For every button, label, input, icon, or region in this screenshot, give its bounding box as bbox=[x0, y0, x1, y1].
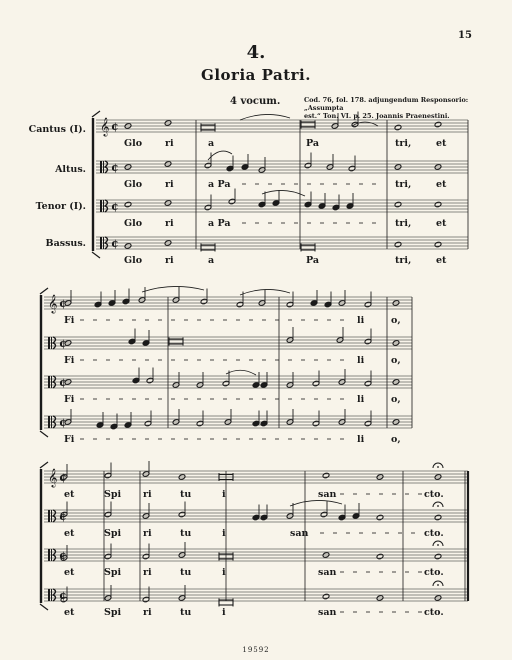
c-clef bbox=[51, 337, 52, 349]
c-clef bbox=[103, 237, 104, 249]
lyric-syllable: o, bbox=[391, 434, 401, 445]
lyric-syllable: i bbox=[222, 489, 226, 500]
time-signature: ¢ bbox=[59, 416, 67, 429]
c-clef bbox=[100, 161, 102, 173]
lyric-syllable: li bbox=[357, 315, 365, 326]
whole-note bbox=[434, 553, 442, 559]
lyric-syllable: i bbox=[222, 607, 226, 618]
lyric-syllable: tri, bbox=[395, 218, 412, 229]
lyric-syllable: o, bbox=[391, 355, 401, 366]
fermata-dot bbox=[437, 466, 439, 468]
time-signature: ¢ bbox=[59, 549, 67, 562]
time-signature: ¢ bbox=[59, 376, 67, 389]
lyric-syllable: san bbox=[318, 489, 337, 500]
lyric-syllable: a bbox=[208, 138, 215, 149]
lyric-syllable: et bbox=[436, 179, 447, 190]
lyric-syllable: o, bbox=[391, 394, 401, 405]
piece-number: 4. bbox=[246, 42, 266, 63]
lyric-syllable: Fi bbox=[64, 355, 75, 366]
lyric-syllable: ri bbox=[143, 607, 152, 618]
voice-name-tenor: Tenor (I). bbox=[35, 201, 86, 212]
plate-number: 19592 bbox=[242, 646, 270, 654]
lyric-syllable: Spi bbox=[104, 607, 122, 618]
source-note-line: Cod. 76, fol. 178. adjungendum Responsorio: „Assumpta bbox=[304, 96, 469, 112]
lyric-syllable: Glo bbox=[124, 255, 143, 266]
bracket-hook bbox=[40, 604, 48, 610]
lyric-syllable: tu bbox=[180, 489, 192, 500]
c-clef bbox=[103, 161, 104, 173]
whole-note bbox=[394, 124, 402, 130]
voice-name-bassus: Bassus. bbox=[45, 238, 86, 249]
c-clef bbox=[51, 549, 52, 561]
slur bbox=[208, 151, 232, 160]
time-signature: ¢ bbox=[59, 297, 67, 310]
lyric-syllable: tu bbox=[180, 567, 192, 578]
c-clef bbox=[48, 376, 50, 388]
whole-note bbox=[434, 121, 442, 127]
whole-note bbox=[434, 241, 442, 247]
piece-title: Gloria Patri. bbox=[201, 66, 311, 84]
whole-note bbox=[322, 472, 330, 478]
c-clef bbox=[100, 200, 102, 212]
lyric-syllable: ri bbox=[165, 138, 174, 149]
lyric-syllable: Spi bbox=[104, 528, 122, 539]
treble-clef: 𝄞 bbox=[48, 468, 58, 487]
lyric-syllable: Fi bbox=[64, 394, 75, 405]
lyric-syllable: Glo bbox=[124, 179, 143, 190]
whole-note bbox=[434, 514, 442, 520]
lyric-syllable: san bbox=[290, 528, 309, 539]
c-clef bbox=[48, 416, 50, 428]
c-clef bbox=[51, 376, 52, 388]
lyric-syllable: et bbox=[436, 255, 447, 266]
c-clef bbox=[48, 549, 50, 561]
lyric-syllable: et bbox=[436, 218, 447, 229]
time-signature: ¢ bbox=[59, 510, 67, 523]
lyric-syllable: Pa bbox=[306, 138, 320, 149]
lyric-syllable: Pa bbox=[306, 255, 320, 266]
bracket-hook bbox=[40, 462, 48, 468]
c-clef bbox=[48, 337, 50, 349]
lyric-syllable: o, bbox=[391, 315, 401, 326]
time-signature: ¢ bbox=[111, 200, 119, 213]
lyric-syllable: tri, bbox=[395, 138, 412, 149]
lyric-syllable: et bbox=[64, 528, 75, 539]
treble-clef: 𝄞 bbox=[48, 294, 58, 313]
lyric-syllable: Glo bbox=[124, 218, 143, 229]
slur bbox=[290, 500, 342, 506]
lyric-syllable: tri, bbox=[395, 255, 412, 266]
c-clef bbox=[51, 510, 52, 522]
fermata-dot bbox=[437, 584, 439, 586]
lyric-syllable: Spi bbox=[104, 567, 122, 578]
lyric-syllable: san bbox=[318, 607, 337, 618]
lyric-syllable: cto. bbox=[424, 528, 444, 539]
lyric-syllable: li bbox=[357, 355, 365, 366]
time-signature: ¢ bbox=[59, 589, 67, 602]
bracket-hook bbox=[92, 252, 100, 258]
fermata-dot bbox=[437, 544, 439, 546]
slur bbox=[240, 114, 290, 120]
lyric-syllable: ri bbox=[165, 218, 174, 229]
time-signature: ¢ bbox=[111, 120, 119, 133]
lyric-syllable: a bbox=[208, 255, 215, 266]
lyric-syllable: ri bbox=[143, 528, 152, 539]
c-clef bbox=[51, 416, 52, 428]
lyric-syllable: Fi bbox=[64, 315, 75, 326]
lyric-syllable: i bbox=[222, 567, 226, 578]
treble-clef: 𝄞 bbox=[100, 117, 110, 136]
slur bbox=[262, 190, 305, 196]
slur bbox=[226, 370, 256, 375]
lyric-syllable: a Pa bbox=[208, 218, 231, 229]
bracket-hook bbox=[92, 111, 100, 117]
lyric-syllable: san bbox=[318, 567, 337, 578]
time-signature: ¢ bbox=[111, 161, 119, 174]
lyric-syllable: cto. bbox=[424, 489, 444, 500]
lyric-syllable: Glo bbox=[124, 138, 143, 149]
whole-note bbox=[376, 553, 384, 559]
bracket-hook bbox=[40, 431, 48, 437]
c-clef bbox=[48, 510, 50, 522]
voice-name-cantus: Cantus (I). bbox=[28, 124, 86, 135]
time-signature: ¢ bbox=[59, 337, 67, 350]
lyric-syllable: li bbox=[357, 434, 365, 445]
lyric-syllable: li bbox=[357, 394, 365, 405]
time-signature: ¢ bbox=[111, 237, 119, 250]
lyric-syllable: et bbox=[64, 607, 75, 618]
lyric-syllable: tu bbox=[180, 528, 192, 539]
whole-note bbox=[394, 201, 402, 207]
lyric-syllable: ri bbox=[165, 179, 174, 190]
whole-note bbox=[322, 593, 330, 599]
lyric-syllable: tu bbox=[180, 607, 192, 618]
c-clef bbox=[48, 589, 50, 601]
c-clef bbox=[100, 237, 102, 249]
whole-note bbox=[434, 201, 442, 207]
voices-label: 4 vocum. bbox=[230, 96, 281, 107]
c-clef bbox=[103, 200, 104, 212]
slur bbox=[142, 286, 204, 292]
lyric-syllable: ri bbox=[143, 567, 152, 578]
lyric-syllable: i bbox=[222, 528, 226, 539]
whole-note bbox=[394, 241, 402, 247]
lyric-syllable: et bbox=[436, 138, 447, 149]
page-number: 15 bbox=[458, 30, 472, 41]
lyric-syllable: et bbox=[64, 567, 75, 578]
lyric-syllable: Spi bbox=[104, 489, 122, 500]
whole-note bbox=[376, 514, 384, 520]
lyric-syllable: cto. bbox=[424, 567, 444, 578]
lyric-syllable: tri, bbox=[395, 179, 412, 190]
source-note-line: est.“ Ton. VI. p. 25. Joannis Praenestini. bbox=[304, 112, 450, 120]
bracket-hook bbox=[40, 288, 48, 294]
lyric-syllable: ri bbox=[165, 255, 174, 266]
lyric-syllable: et bbox=[64, 489, 75, 500]
voice-name-altus: Altus. bbox=[55, 164, 86, 175]
lyric-syllable: a Pa bbox=[208, 179, 231, 190]
time-signature: ¢ bbox=[59, 471, 67, 484]
lyric-syllable: ri bbox=[143, 489, 152, 500]
fermata-dot bbox=[437, 505, 439, 507]
lyric-syllable: cto. bbox=[424, 607, 444, 618]
lyric-syllable: Fi bbox=[64, 434, 75, 445]
c-clef bbox=[51, 589, 52, 601]
whole-note bbox=[124, 201, 132, 207]
